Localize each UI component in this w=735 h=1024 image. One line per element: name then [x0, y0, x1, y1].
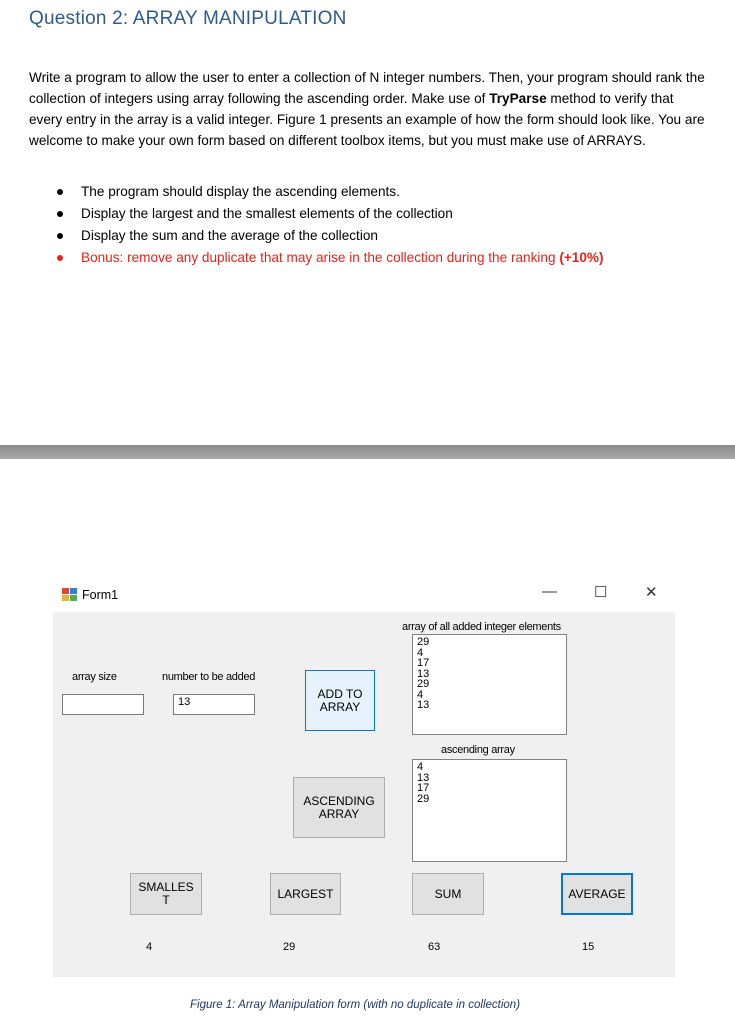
- minimize-button[interactable]: —: [542, 583, 557, 600]
- list-item[interactable]: 29: [417, 678, 430, 690]
- ascending-array-button[interactable]: ASCENDING ARRAY: [293, 777, 385, 838]
- list-item[interactable]: 17: [417, 782, 430, 794]
- ascending-array-label: ascending array: [441, 744, 515, 756]
- number-to-add-label: number to be added: [162, 671, 256, 683]
- bonus-item: Bonus: remove any duplicate that may arise in the collection during the ranking (+10%): [55, 247, 604, 269]
- window-title: Form1: [82, 588, 119, 602]
- average-value: 15: [582, 941, 595, 953]
- close-button[interactable]: ✕: [645, 584, 658, 601]
- array-size-input[interactable]: [62, 694, 144, 715]
- all-elements-listbox[interactable]: [412, 634, 567, 735]
- form-app-icon: [62, 588, 78, 602]
- list-item: The program should display the ascending elements.: [55, 181, 604, 203]
- list-item[interactable]: 29: [417, 636, 430, 648]
- requirements-list: [55, 181, 604, 269]
- figure-caption: Figure 1: Array Manipulation form (with no duplicate in collection): [190, 999, 521, 1011]
- list-item[interactable]: 4: [417, 761, 424, 773]
- sum-value: 63: [428, 941, 441, 953]
- list-item[interactable]: 13: [417, 667, 430, 680]
- list-item[interactable]: 13: [417, 771, 430, 784]
- instructions-paragraph: Write a program to allow the user to enter a collection of N integer numbers. Then, your program should rank the collection of integers using array following the ascending order. Make use of TryParse method to verify that every entry in the array is a valid integer. Figure 1 presents an example of how the form should look like. You are welcome to make your own form based on different toolbox items, but you must make use of ARRAYS.: [29, 70, 705, 148]
- add-to-array-button[interactable]: ADD TO ARRAY: [305, 670, 375, 731]
- list-item[interactable]: 13: [417, 699, 430, 711]
- largest-value: 29: [283, 941, 296, 953]
- smallest-button[interactable]: SMALLES T: [130, 873, 202, 915]
- document-title: Question 2: ARRAY MANIPULATION: [29, 8, 347, 29]
- number-to-add-input[interactable]: 13: [173, 694, 255, 715]
- list-item[interactable]: 29: [417, 792, 430, 805]
- smallest-value: 4: [146, 941, 153, 953]
- tryparse-keyword: TryParse: [489, 91, 547, 106]
- list-item[interactable]: 4: [417, 688, 424, 701]
- all-elements-label: array of all added integer elements: [402, 621, 561, 633]
- ascending-array-listbox[interactable]: [412, 759, 567, 862]
- list-item[interactable]: 17: [417, 657, 430, 669]
- list-item: Display the sum and the average of the collection: [55, 225, 604, 247]
- average-button[interactable]: AVERAGE: [561, 873, 633, 915]
- page-divider: [0, 445, 735, 459]
- list-item[interactable]: 4: [417, 646, 424, 659]
- maximize-button[interactable]: ☐: [594, 584, 608, 601]
- sum-button[interactable]: SUM: [412, 873, 484, 915]
- list-item: Display the largest and the smallest elements of the collection: [55, 203, 604, 225]
- array-size-label: array size: [72, 671, 117, 683]
- largest-button[interactable]: LARGEST: [270, 873, 341, 915]
